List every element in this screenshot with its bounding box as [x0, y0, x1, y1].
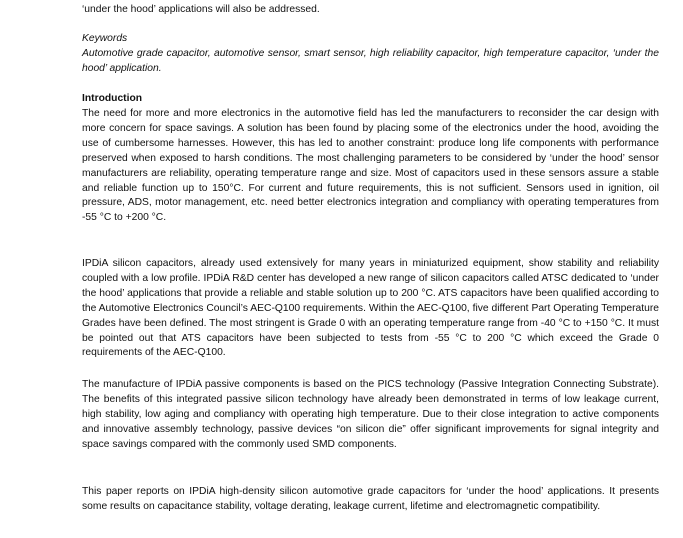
introduction-heading: Introduction	[82, 93, 143, 104]
introduction-paragraph: IPDiA silicon capacitors, already used extensively for many years in miniaturized equipment, show stability and reliability coupled with a low profile. IPDiA R&D center has developed a new range of silicon capacitors called ATSC dedicated to ‘under the hood’ applications that provide a reliable and stable solution up to 200 °C. ATS capacitors have been qualified according to the Automotive Electronics Council’s AEC-Q100 requirements. Within the AEC-Q100, five different Part Operating Temperature Grades have been defined. The most stringent is Grade 0 with an operating temperature range from -40 °C to +150 °C. It must be pointed out that ATS capacitors have been subjected to tests from -55 °C to 200 °C which exceed the Grade 0 requirements of the AEC-Q100.	[82, 258, 659, 359]
introduction-paragraph: This paper reports on IPDiA high-density silicon automotive grade capacitors for ‘under the hood’ applications. It presents some results on capacitance stability, voltage derating, leakage current, lifetime and electromagnetic compatibility.	[82, 486, 659, 512]
keywords-heading: Keywords	[82, 33, 128, 44]
keywords-text: Automotive grade capacitor, automotive sensor, smart sensor, high reliability capacitor, high temperature capacitor, ‘under the hood’ application.	[82, 47, 659, 74]
introduction-paragraph: The need for more and more electronics in the automotive field has led the manufacturers to reconsider the car design with more concern for space savings. A solution has been found by placing some of the electronics under the hood, avoiding the use of cumbersome harnesses. However, this has led to another constraint: produce long life components with performance preserved when exposed to harsh conditions. The most challenging parameters to be considered by ‘under the hood’ sensor manufacturers are reliability, operating temperature range and size. Most of capacitors used in these sensors assure a stable and reliable function up to 150°C. For current and future requirements, this is not sufficient. Sensors used in ignition, oil pressure, ADS, motor management, etc. need better electronics integration and compliancy with operating temperatures from -55 °C to +200 °C.	[82, 108, 659, 224]
abstract-last-line: ‘under the hood’ applications will also be addressed.	[82, 4, 320, 15]
introduction-paragraph: The manufacture of IPDiA passive components is based on the PICS technology (Passive Integration Connecting Substrate). The benefits of this integrated passive silicon technology have already been demonstrated in terms of low leakage current, high stability, low aging and compliancy with operating high temperature. Due to their close integration to active components and innovative assembly technology, passive devices “on silicon die” offer significant improvements for signal integrity and space savings compared with the commonly used SMD components.	[82, 379, 659, 450]
keywords-section	[82, 32, 659, 77]
